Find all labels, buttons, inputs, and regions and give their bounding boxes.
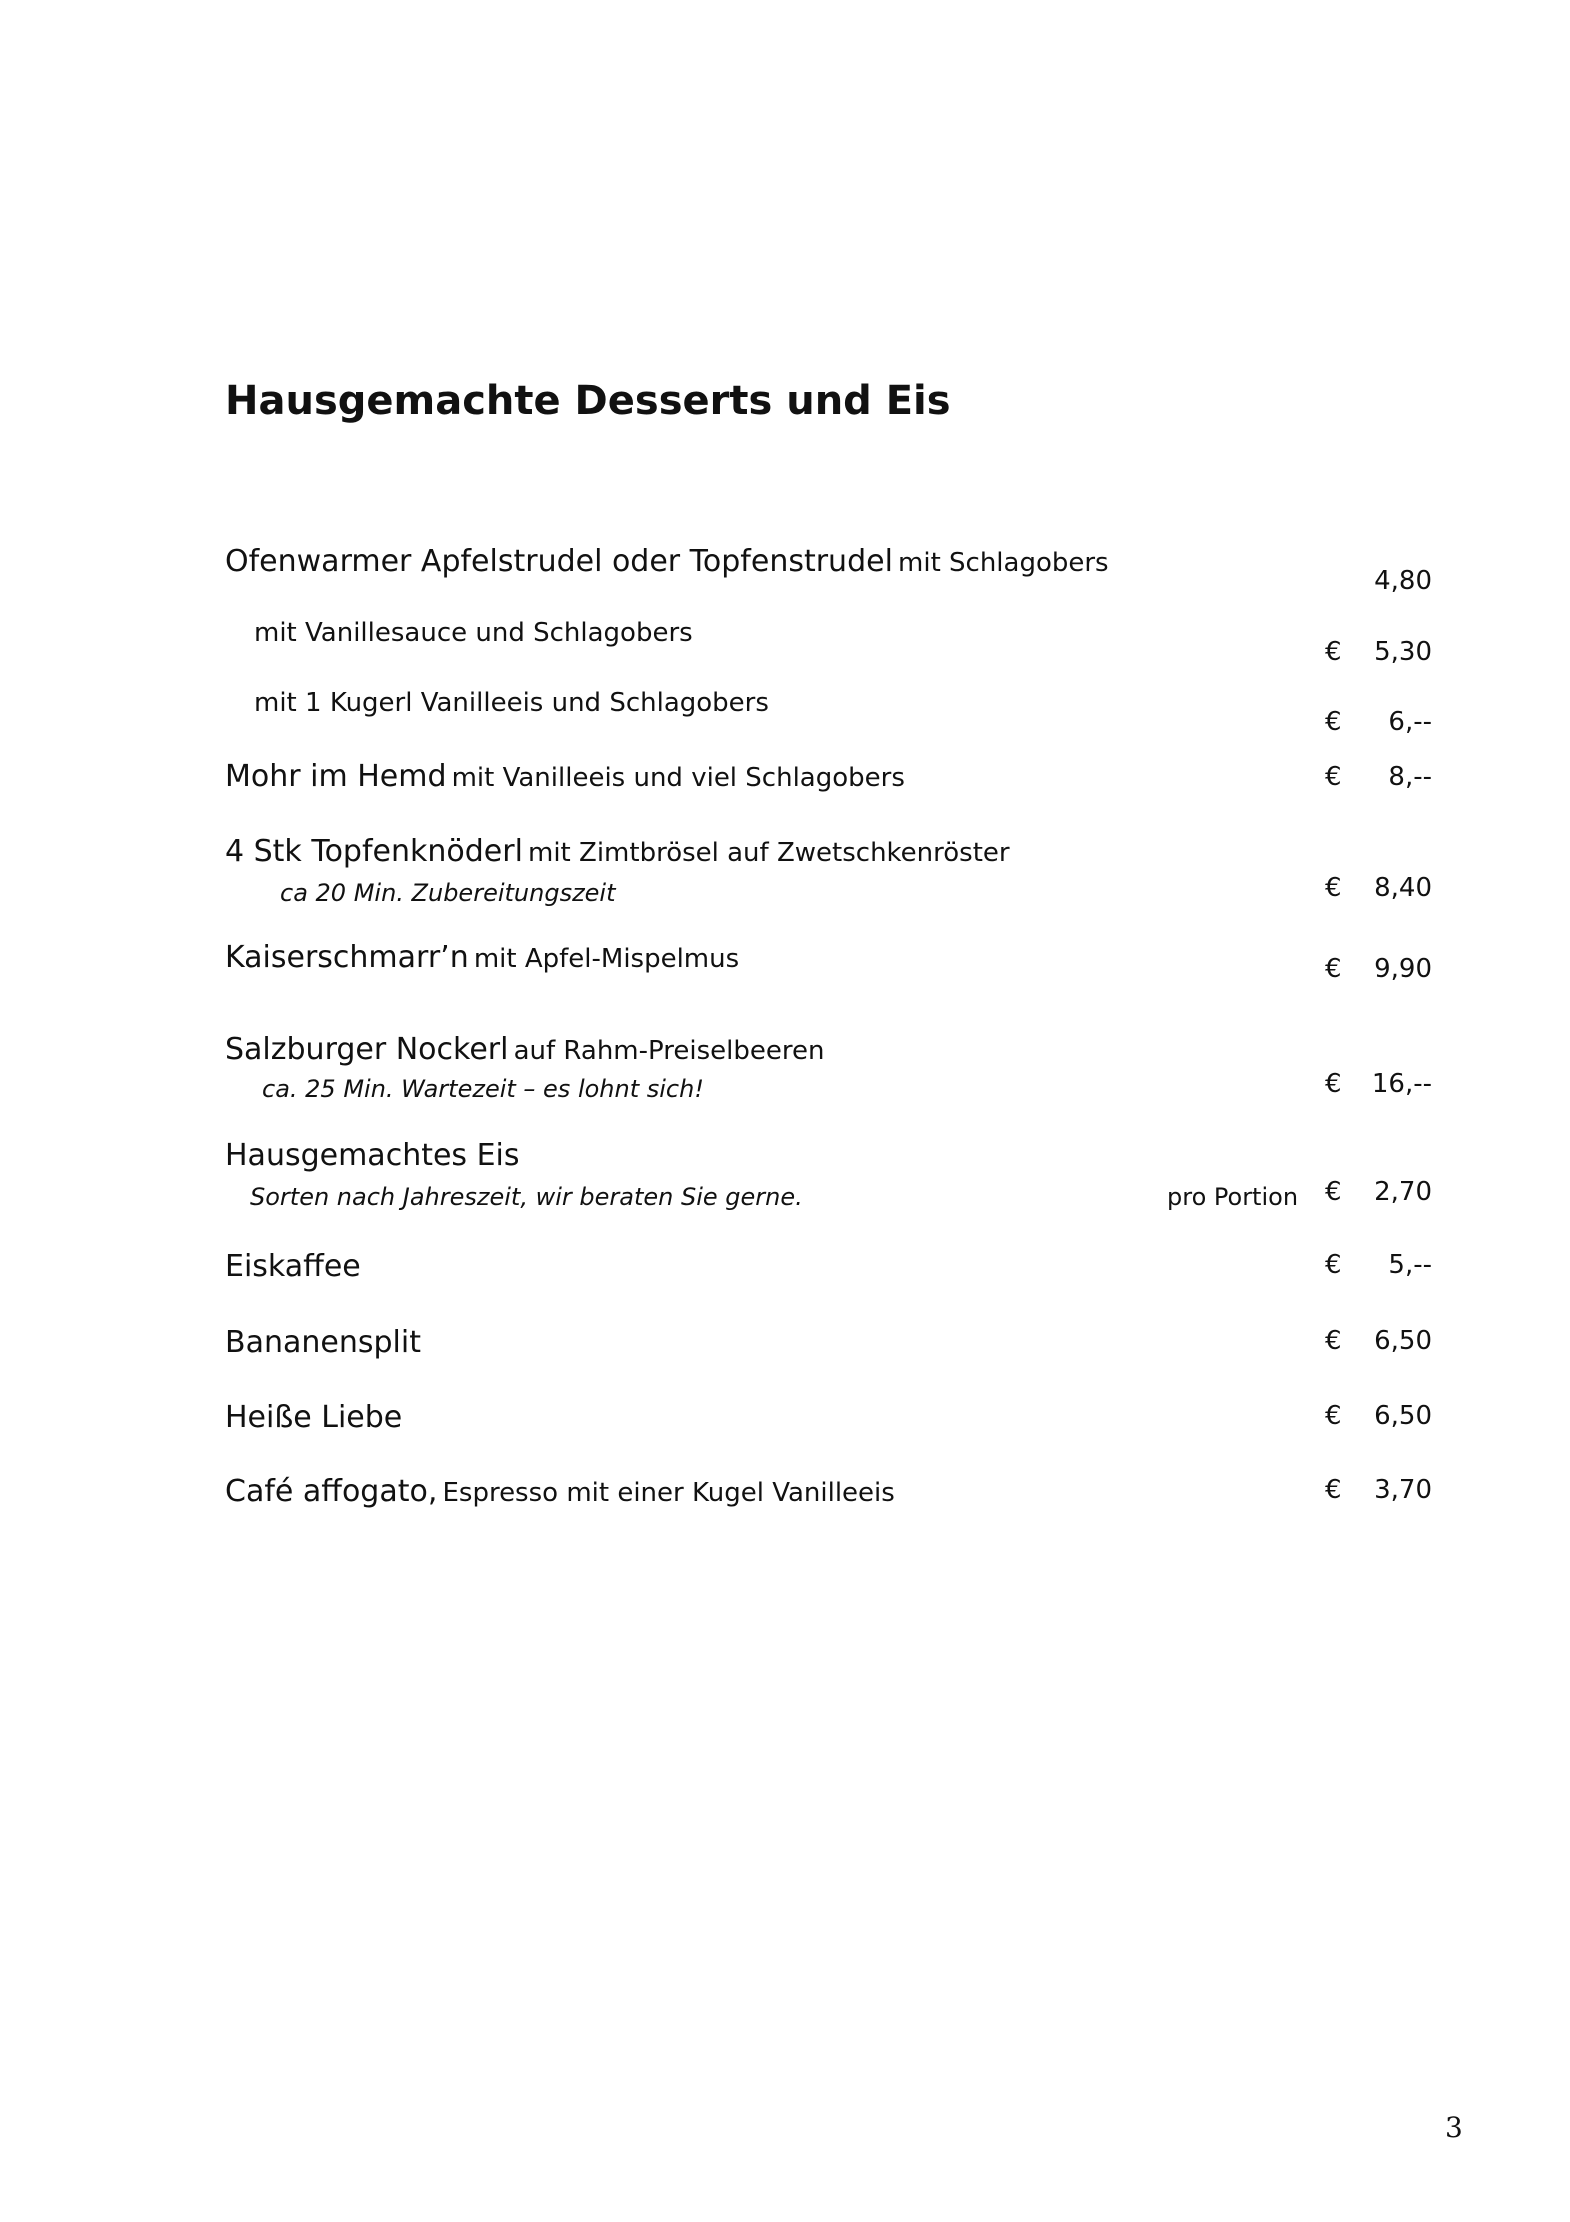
menu-variant-strudel-sauce: mit Vanillesauce und Schlagobers xyxy=(254,618,693,648)
euro-symbol: € xyxy=(1325,762,1342,792)
euro-symbol: € xyxy=(1325,1069,1342,1099)
item-price: 8,-- xyxy=(1388,762,1432,792)
menu-item-nockerl xyxy=(225,1032,824,1067)
item-name: Ofenwarmer Apfelstrudel oder Topfenstrudel xyxy=(225,544,893,579)
item-price: 6,50 xyxy=(1374,1326,1432,1356)
menu-item-knoederl xyxy=(225,834,1010,869)
euro-symbol: € xyxy=(1325,1250,1342,1280)
euro-symbol: € xyxy=(1325,1401,1342,1431)
menu-item-affogato xyxy=(225,1474,895,1509)
item-name: Heiße Liebe xyxy=(225,1400,403,1435)
menu-item-strudel xyxy=(225,544,1109,579)
page-number: 3 xyxy=(1445,2111,1463,2144)
item-description: auf Rahm-Preiselbeeren xyxy=(513,1036,825,1066)
item-price: 4,80 xyxy=(1374,566,1432,596)
item-note: Sorten nach Jahreszeit, wir beraten Sie gerne. xyxy=(250,1183,803,1211)
item-note: ca. 25 Min. Wartezeit – es lohnt sich! xyxy=(262,1075,704,1103)
euro-symbol: € xyxy=(1325,637,1342,667)
item-description: mit Schlagobers xyxy=(898,548,1109,578)
item-description: mit Apfel-Mispelmus xyxy=(473,944,740,974)
item-price: 5,-- xyxy=(1388,1250,1432,1280)
item-description: mit Vanilleeis und viel Schlagobers xyxy=(451,763,905,793)
item-description: Espresso mit einer Kugel Vanilleeis xyxy=(442,1478,895,1508)
euro-symbol: € xyxy=(1325,873,1342,903)
euro-symbol: € xyxy=(1325,954,1342,984)
menu-item-kaiserschmarrn xyxy=(225,940,739,975)
euro-symbol: € xyxy=(1325,1177,1342,1207)
euro-symbol: € xyxy=(1325,1326,1342,1356)
item-name: Eiskaffee xyxy=(225,1249,361,1284)
euro-symbol: € xyxy=(1325,707,1342,737)
page-title: Hausgemachte Desserts und Eis xyxy=(225,378,951,424)
item-name: 4 Stk Topfenknöderl xyxy=(225,834,523,869)
item-name: Kaiserschmarr’n xyxy=(225,940,469,975)
item-name: Hausgemachtes Eis xyxy=(225,1138,520,1173)
item-name: Mohr im Hemd xyxy=(225,759,447,794)
item-name: Café affogato, xyxy=(225,1474,438,1509)
item-description: mit Zimtbrösel auf Zwetschkenröster xyxy=(528,838,1010,868)
item-price: 16,-- xyxy=(1371,1069,1432,1099)
item-price: 2,70 xyxy=(1374,1177,1432,1207)
menu-item-mohr xyxy=(225,759,905,794)
item-name: Salzburger Nockerl xyxy=(225,1032,509,1067)
item-price: 6,50 xyxy=(1374,1401,1432,1431)
item-price: 6,-- xyxy=(1388,707,1432,737)
menu-variant-strudel-eis: mit 1 Kugerl Vanilleeis und Schlagobers xyxy=(254,688,769,718)
item-name: Bananensplit xyxy=(225,1325,421,1360)
item-price: 5,30 xyxy=(1374,637,1432,667)
item-price: 8,40 xyxy=(1374,873,1432,903)
euro-symbol: € xyxy=(1325,1475,1342,1505)
item-price: 3,70 xyxy=(1374,1475,1432,1505)
price-unit: pro Portion xyxy=(1167,1183,1299,1211)
item-note: ca 20 Min. Zubereitungszeit xyxy=(280,879,616,907)
item-price: 9,90 xyxy=(1374,954,1432,984)
